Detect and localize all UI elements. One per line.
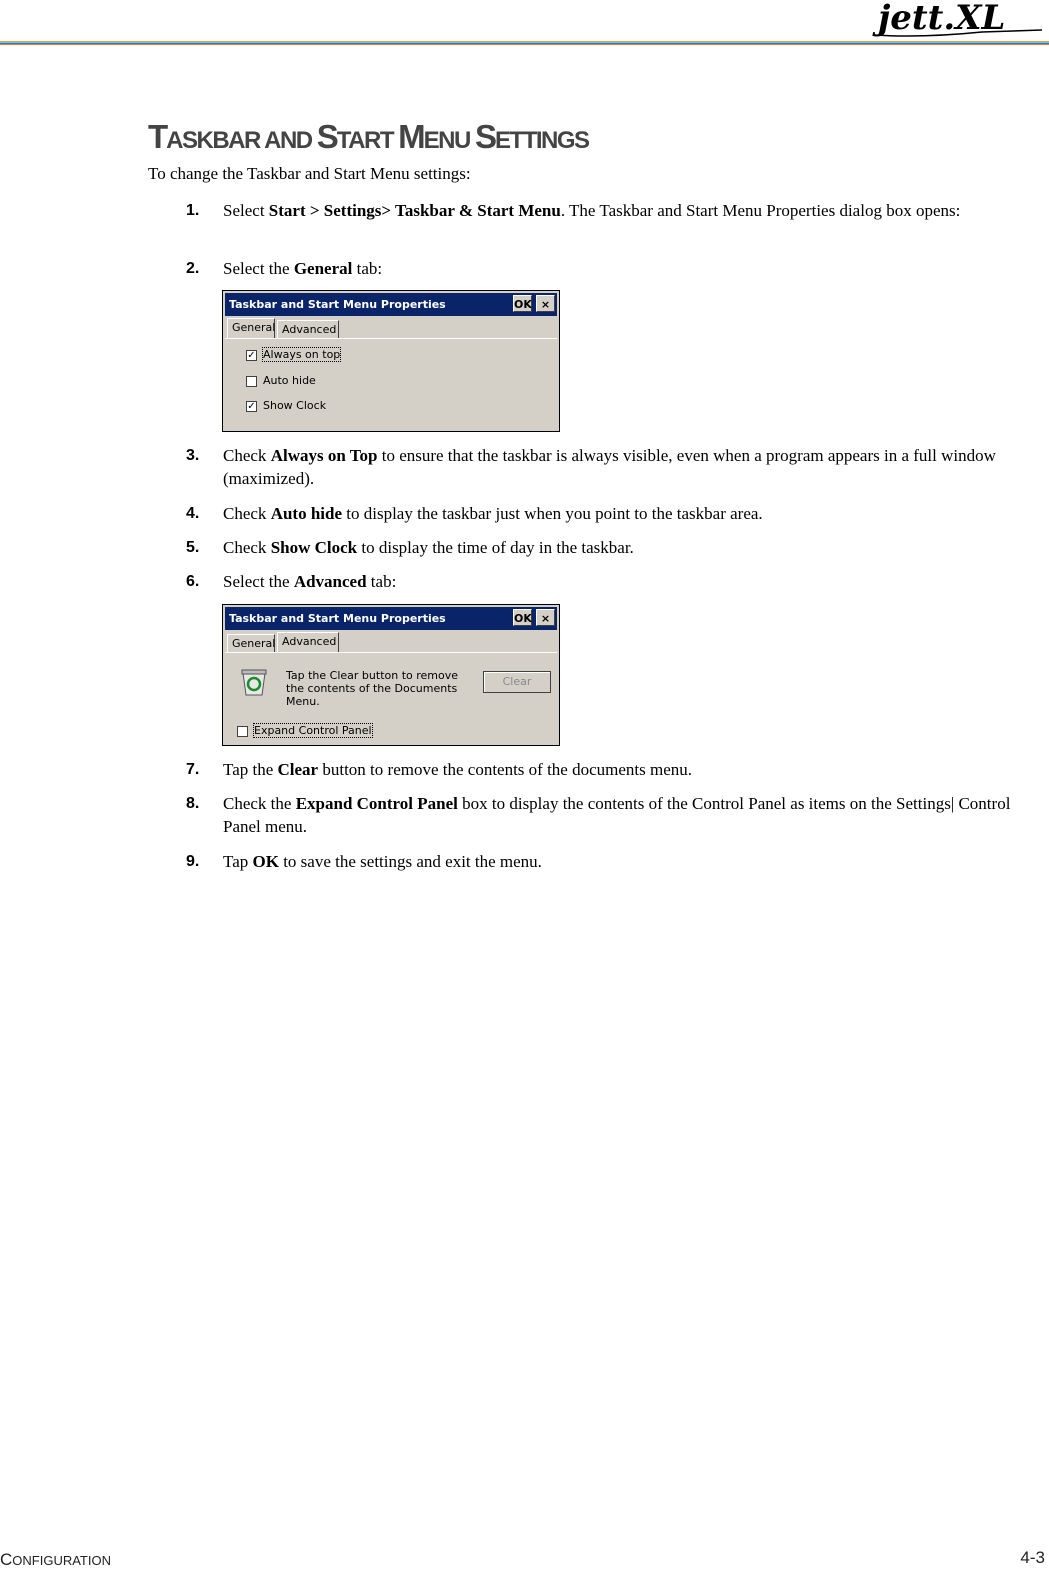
recycle-bin-icon: [239, 667, 269, 697]
tab-advanced[interactable]: Advanced: [277, 632, 339, 652]
intro-text: To change the Taskbar and Start Menu settings:: [148, 164, 471, 183]
dialog-title-bar: Taskbar and Start Menu Properties OK ×: [225, 607, 557, 630]
svg-text:jett.XL: jett.XL: [878, 2, 1006, 38]
expand-control-panel-label: Expand Control Panel: [254, 724, 372, 737]
dialog-general-screenshot: [222, 290, 560, 432]
footer-section-name: CONFIGURATION: [0, 1550, 111, 1569]
tab-general[interactable]: General: [227, 634, 275, 652]
close-icon[interactable]: ×: [536, 295, 555, 312]
section-title: TASKBAR AND START MENU SETTINGS: [148, 118, 589, 155]
clear-button[interactable]: Clear: [483, 671, 551, 693]
show-clock-checkbox[interactable]: ✓: [247, 401, 256, 412]
tab-advanced[interactable]: Advanced: [277, 320, 339, 338]
expand-control-panel-checkbox[interactable]: [237, 726, 248, 737]
jett-xl-logo: [862, 2, 1048, 42]
always-on-top-checkbox[interactable]: ✓: [247, 350, 256, 361]
close-icon[interactable]: ×: [536, 609, 555, 626]
ok-button[interactable]: OK: [513, 295, 532, 312]
clear-description: Tap the Clear button to remove the contents of the Documents Menu.: [286, 669, 459, 708]
page-number: 4-3: [1020, 1548, 1045, 1567]
dialog-title-bar: Taskbar and Start Menu Properties OK ×: [225, 293, 557, 316]
show-clock-label: Show Clock: [263, 399, 327, 412]
tab-general[interactable]: General: [227, 318, 275, 338]
dialog-advanced-screenshot: [222, 604, 560, 746]
always-on-top-label: Always on top: [263, 348, 341, 361]
auto-hide-checkbox[interactable]: [246, 376, 257, 387]
ok-button[interactable]: OK: [513, 609, 532, 626]
auto-hide-label: Auto hide: [263, 374, 316, 387]
